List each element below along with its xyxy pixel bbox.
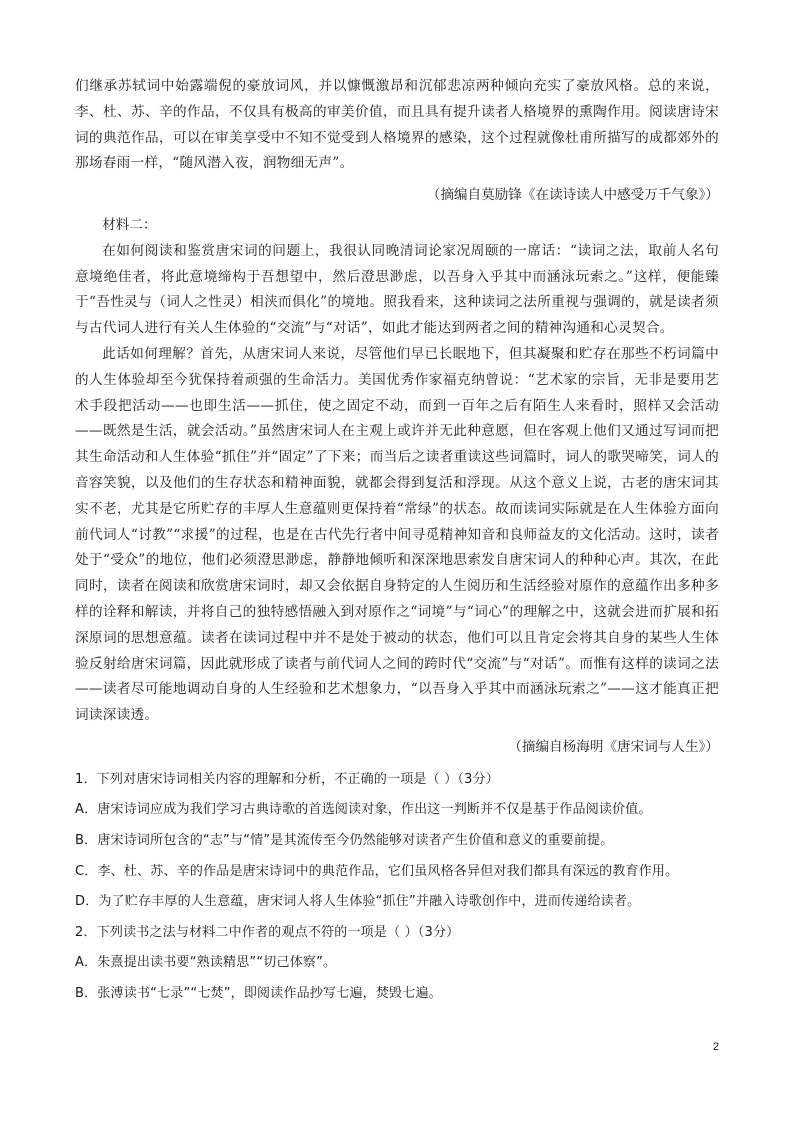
material-two-label: 材料二： [102,216,157,233]
question-1-option-d: D．为了贮存丰厚的人生意蕴，唐宋词人将人生体验“抓住”并融入诗歌创作中，进而传递给读者。 [75,894,641,910]
page-number: 2 [712,1041,719,1053]
passage2-source: （摘编自杨海明《唐宋词与人生》） [508,738,719,755]
page-content [75,74,719,1009]
question-2-option-a: A．朱熹提出读书要“熟读精思”“切己体察”。 [75,955,337,971]
question-1 [75,765,719,918]
passage2-paragraph-1: 在如何阅读和鉴赏唐宋词的问题上，我很认同晚清词论家况周颐的一席话：“读词之法，取前人名句意境绝佳者，将此意境缔构于吾想望中，然后澄思渺虑，以吾身入乎其中而涵泳玩索之。”这样，便能臻于“吾性灵与（词人之性灵）相浃而俱化”的境地。照我看来，这种读词之法所重视与强调的，就是读者须与古代词人进行有关人生体验的“交流”与“对话”，如此才能达到两者之间的精神沟通和心灵契合。 [75,242,719,337]
question-1-option-c: C．李、杜、苏、辛的作品是唐宋诗词中的典范作品，它们虽风格各异但对我们都具有深远的教育作用。 [75,863,679,879]
question-1-option-a: A．唐宋诗词应成为我们学习古典诗歌的首选阅读对象，作出这一判断并不仅是基于作品阅读价值。 [75,802,652,818]
question-1-stem: 1．下列对唐宋诗词相关内容的理解和分析，不正确的一项是（ ）（3分） [75,771,499,787]
passage1-paragraph: 们继承苏轼词中始露端倪的豪放词风，并以慷慨激昂和沉郁悲凉两种倾向充实了豪放风格。总的来说，李、杜、苏、辛的作品，不仅具有极高的审美价值，而且具有提升读者人格境界的熏陶作用。阅读唐诗宋词的典范作品，可以在审美享受中不知不觉受到人格境界的感染，这个过程就像杜甫所描写的成都郊外的那场春雨一样，“随风潜入夜，润物细无声”。 [75,78,719,172]
question-2-stem: 2．下列读书之法与材料二中作者的观点不符的一项是（ ）（3分） [75,924,460,940]
question-2 [75,918,719,1010]
question-2-option-b: B．张溥读书“七录”“七焚”，即阅读作品抄写七遍，焚毁七遍。 [75,985,442,1001]
passage1-source: （摘编自莫励锋《在读诗读人中感受万千气象》） [426,187,719,204]
passage2-paragraph-2: 此话如何理解？首先，从唐宋词人来说，尽管他们早已长眠地下，但其凝聚和贮存在那些不朽词篇中的人生体验却至今犹保持着顽强的生命活力。美国优秀作家福克纳曾说：“艺术家的宗旨，无非是要用艺术手段把活动——也即生活——抓住，使之固定不动，而到一百年之后有陌生人来看时，照样又会活动——既然是生活，就会活动。”虽然唐宋词人在主观上或许并无此种意愿，但在客观上他们又通过写词而把其生命活动和人生体验“抓住”并“固定”了下来；而当后之读者重读这些词篇时，词人的歌哭啼笑，词人的音容笑貌，以及他们的生存状态和精神面貌，就都会得到复活和浮现。从这个意义上说，古老的唐宋词其实不老，尤其是它所贮存的丰厚人生意蕴则更保持着“常绿”的状态。故而读词实际就是在人生体验方面向前代词人“讨教”“求援”的过程，也是在古代先行者中间寻觅精神知音和良师益友的文化活动。这时，读者处于“受众”的地位，他们必须澄思渺虑，静静地倾听和深深地思索发自唐宋词人的种种心声。其次，在此同时，读者在阅读和欣赏唐宋词时，却又会依据自身特定的人生阅历和生活经验对原作的意蕴作出多种多样的诠释和解读，并将自己的独特感悟融入到对原作之“词境”与“词心”的理解之中，这就会进而扩展和拓深原词的思想意蕴。读者在读词过程中并不是处于被动的状态，他们可以且肯定会将其自身的某些人生体验反射给唐宋词篇，因此就形成了读者与前代词人之间的跨时代“交流”与“对话”。而惟有这样的读词之法——读者尽可能地调动自身的人生经验和艺术想象力，“以吾身入乎其中而涵泳玩索之”——这才能真正把词读深读透。 [75,345,719,724]
question-1-option-b: B．唐宋诗词所包含的“志”与“情”是其流传至今仍然能够对读者产生价值和意义的重要前提。 [75,832,614,848]
